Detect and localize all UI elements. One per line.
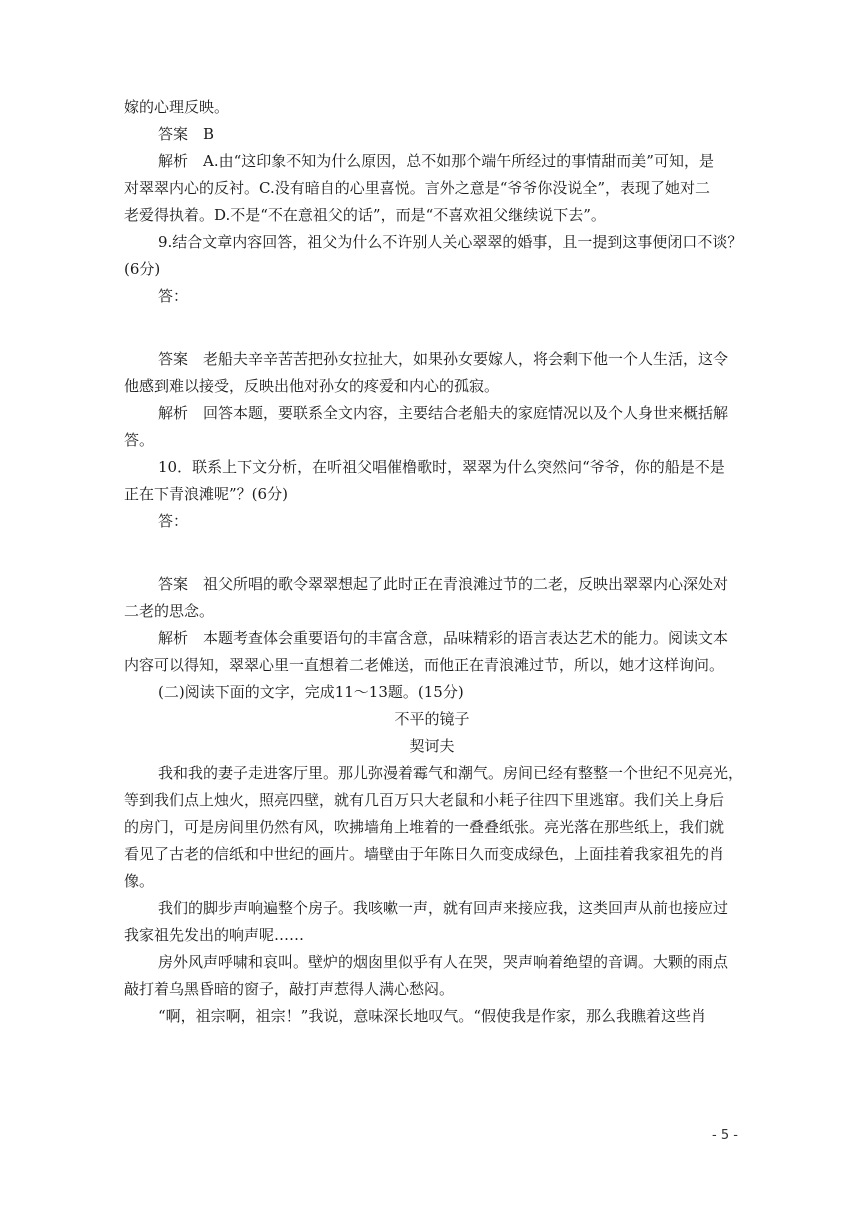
analysis-line: 解析 回答本题，要联系全文内容，主要结合老船夫的家庭情况以及个人身世来概括解: [158, 404, 729, 422]
story-paragraph-line: 看见了古老的信纸和中世纪的画片。墙壁由于年陈日久而变成绿色，上面挂着我家祖先的肖: [124, 845, 725, 863]
answer-line: 答案 祖父所唱的歌令翠翠想起了此时正在青浪滩过节的二老，反映出翠翠内心深处对: [158, 575, 729, 593]
page-body: [124, 94, 744, 1030]
text-line: 老爱得执着。D.不是“不在意祖父的话”，而是“不喜欢祖父继续说下去”。: [124, 206, 606, 224]
analysis-line: 解析 本题考查体会重要语句的丰富含意，品味精彩的语言表达艺术的能力。阅读文本: [158, 629, 729, 647]
answer-line: 答案 老船夫辛辛苦苦把孙女拉扯大，如果孙女要嫁人，将会剩下他一个人生活，这令: [158, 350, 729, 368]
answer-space: [124, 310, 740, 346]
text-line: 答。: [124, 431, 155, 449]
answer-space: [124, 535, 740, 571]
analysis-line: 解析 A.由“这印象不知为什么原因，总不如那个端午所经过的事情甜而美”可知，是: [158, 152, 714, 170]
story-paragraph-line: 我家祖先发出的响声呢……: [124, 926, 305, 944]
text-line: 他感到难以接受，反映出他对孙女的疼爱和内心的孤寂。: [124, 377, 500, 395]
section-heading: (二)阅读下面的文字，完成11～13题。(15分): [158, 683, 464, 701]
text-line: 对翠翠内心的反衬。C.没有暗自的心里喜悦。言外之意是“爷爷你没说全”，表现了她对二: [124, 179, 711, 197]
question-10: 10．联系上下文分析，在听祖父唱催橹歌时，翠翠为什么突然问“爷爷，你的船是不是: [158, 458, 725, 476]
text-line: 二老的思念。: [124, 602, 215, 620]
story-paragraph-line: “啊，祖宗啊，祖宗！”我说，意味深长地叹气。“假使我是作家，那么我瞧着这些肖: [158, 1007, 707, 1025]
page-number: - 5 -: [712, 1128, 738, 1143]
text-line: 正在下青浪滩呢”？(6分): [124, 485, 288, 503]
story-paragraph-line: 敲打着乌黑昏暗的窗子，敲打声惹得人满心愁闷。: [124, 980, 455, 998]
story-title: 不平的镜子: [394, 710, 470, 728]
story-paragraph-line: 我们的脚步声响遍整个房子。我咳嗽一声，就有回声来接应我，这类回声从前也接应过: [158, 899, 729, 917]
story-paragraph-line: 房外风声呼啸和哀叫。壁炉的烟囱里似乎有人在哭，哭声响着绝望的音调。大颗的雨点: [158, 953, 729, 971]
story-author: 契诃夫: [409, 737, 455, 755]
question-9: 9.结合文章内容回答，祖父为什么不许别人关心翠翠的婚事，且一提到这事便闭口不谈？: [158, 233, 743, 251]
answer-line: 答案 B: [158, 125, 215, 143]
story-paragraph-line: 等到我们点上烛火，照亮四壁，就有几百万只大老鼠和小耗子往四下里逃窜。我们关上身后: [124, 791, 725, 809]
answer-prompt: 答：: [158, 512, 189, 530]
question-9-score: (6分): [124, 260, 161, 278]
answer-prompt: 答：: [158, 287, 189, 305]
story-paragraph-line: 像。: [124, 872, 155, 890]
story-paragraph-line: 的房门，可是房间里仍然有风，吹拂墙角上堆着的一叠叠纸张。亮光落在那些纸上，我们就: [124, 818, 725, 836]
text-line: 内容可以得知，翠翠心里一直想着二老傩送，而他正在青浪滩过节，所以，她才这样询问。: [124, 656, 725, 674]
story-paragraph-line: 我和我的妻子走进客厅里。那儿弥漫着霉气和潮气。房间已经有整整一个世纪不见亮光，: [158, 764, 744, 782]
text-line: 嫁的心理反映。: [124, 98, 230, 116]
